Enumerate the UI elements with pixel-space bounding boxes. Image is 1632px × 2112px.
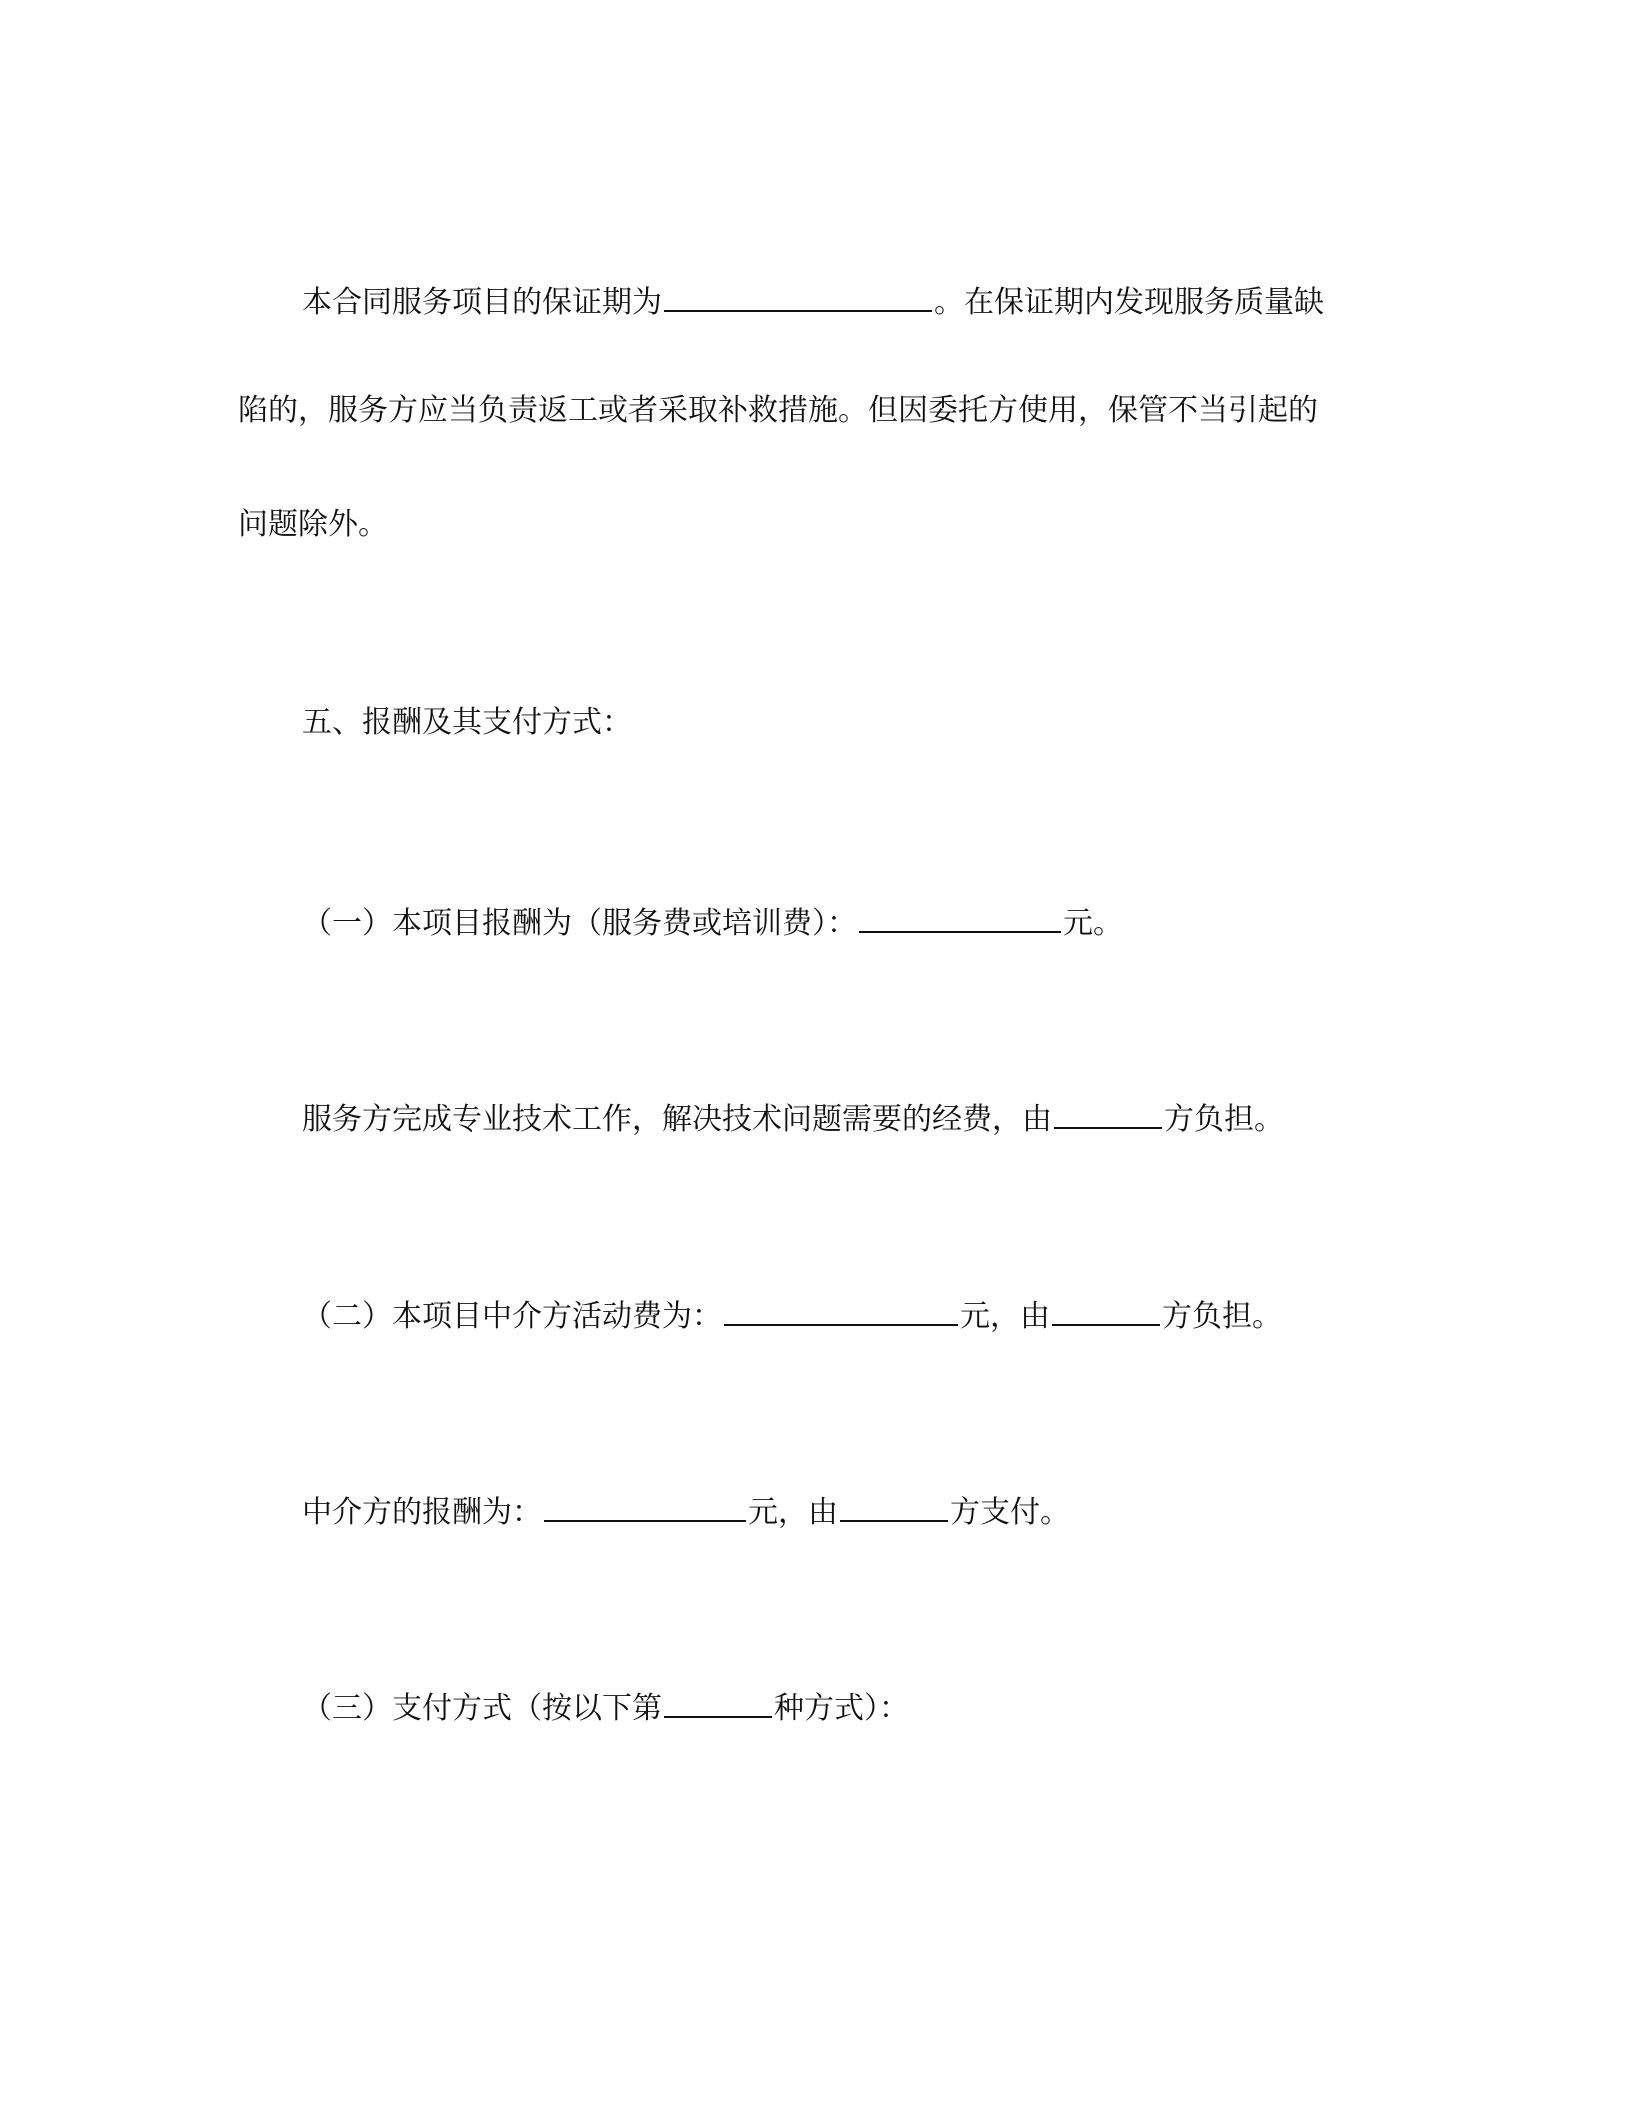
warranty-text-before: 本合同服务项目的保证期为 <box>302 285 662 320</box>
intermediary-mid: 元，由 <box>748 1495 838 1530</box>
item-1-text: （一）本项目报酬为（服务费或培训费）： <box>302 906 857 941</box>
item-2-line <box>302 1290 1282 1339</box>
payment-method-blank[interactable] <box>664 1682 772 1718</box>
intermediary-after: 方支付。 <box>950 1495 1070 1530</box>
expense-line <box>302 1093 1284 1142</box>
warranty-text-after: 。在保证期内发现服务质量缺 <box>934 285 1324 320</box>
item-1-unit: 元。 <box>1063 906 1123 941</box>
intermediary-line <box>302 1486 1070 1535</box>
section-heading: 五、报酬及其支付方式： <box>302 705 632 740</box>
item-1-line <box>302 897 1123 946</box>
warranty-period-blank[interactable] <box>664 276 932 312</box>
item-3-line <box>302 1682 909 1731</box>
item-2-after: 方负担。 <box>1162 1299 1282 1334</box>
item-2-mid: 元，由 <box>960 1299 1050 1334</box>
item-2-text: （二）本项目中介方活动费为： <box>302 1299 722 1334</box>
item-3-text: （三）支付方式（按以下第 <box>302 1691 662 1726</box>
activity-fee-party-blank[interactable] <box>1052 1290 1160 1326</box>
expense-text: 服务方完成专业技术工作，解决技术问题需要的经费，由 <box>302 1102 1052 1137</box>
warranty-line-2: 陷的，服务方应当负责返工或者采取补救措施。但因委托方使用，保管不当引起的 <box>238 393 1318 428</box>
activity-fee-blank[interactable] <box>724 1290 958 1326</box>
warranty-line-1 <box>302 276 1324 325</box>
expense-party-blank[interactable] <box>1054 1093 1162 1129</box>
remuneration-amount-blank[interactable] <box>859 897 1061 933</box>
expense-text-after: 方负担。 <box>1164 1102 1284 1137</box>
intermediary-text: 中介方的报酬为： <box>302 1495 542 1530</box>
item-3-after: 种方式）： <box>774 1691 909 1726</box>
intermediary-party-blank[interactable] <box>840 1486 948 1522</box>
intermediary-fee-blank[interactable] <box>544 1486 746 1522</box>
warranty-line-3: 问题除外。 <box>238 507 388 542</box>
